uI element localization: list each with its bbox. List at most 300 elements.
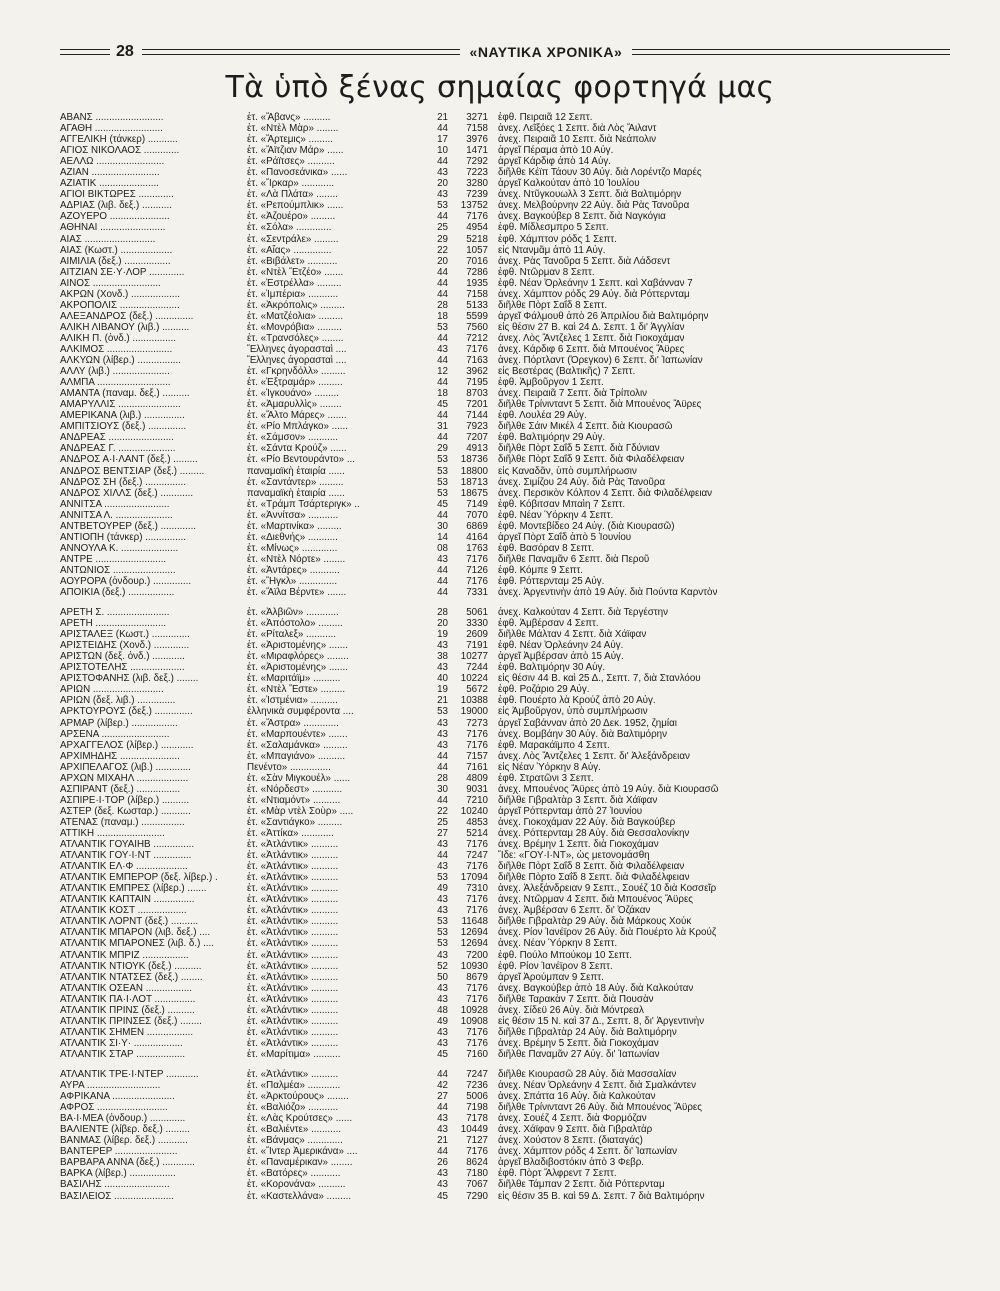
ship-flag: ἐτ. «Αἴας» .............. bbox=[247, 244, 332, 256]
ship-name: ΑΜΑΡΥΛΛΙΣ ....................... bbox=[60, 399, 181, 411]
ship-age: 53 bbox=[437, 706, 448, 718]
ship-status: ἀνεχ. Ρὰς Τανοῦρα 5 Σεπτ. διὰ Λάδσεντ bbox=[498, 255, 671, 267]
ship-tonnage: 1471 bbox=[466, 145, 488, 157]
ship-tonnage: 10449 bbox=[460, 1124, 488, 1136]
table-row bbox=[60, 256, 890, 267]
ship-flag: ἐτ. «Ἀτλάντικ» .......... bbox=[247, 839, 339, 851]
ship-name: ΑΡΕΤΗ .......................... bbox=[60, 618, 167, 630]
ship-flag: ἐτ. «Ἰστμένια» .......... bbox=[247, 695, 338, 707]
ship-name: ΑΕΛΛΩ ......................... bbox=[60, 156, 165, 168]
ship-status: διῆλθε Κιουρασῶ 28 Αὐγ. διὰ Μασσαλίαν bbox=[498, 1068, 677, 1080]
ship-age: 44 bbox=[437, 410, 448, 422]
table-row bbox=[60, 828, 890, 839]
ship-name: ΑΝΤΙΟΠΗ (τάνκερ) ............... bbox=[60, 531, 187, 543]
ship-status: ἀνεχ. Πειραιᾶ 10 Σεπτ. διὰ Νεάπολιν bbox=[498, 134, 657, 146]
table-row bbox=[60, 729, 890, 740]
ship-age: 53 bbox=[437, 321, 448, 333]
ship-name: ΒΑΣΙΛΗΣ ........................ bbox=[60, 1179, 170, 1191]
ship-tonnage: 7176 bbox=[466, 739, 488, 751]
ship-flag: ἐτ. «Ἀτλάντικ» .......... bbox=[247, 982, 339, 994]
list-section bbox=[60, 607, 890, 1060]
ship-status: διῆλθε Τρίνινταντ 5 Σεπτ. διὰ Μπουένος Ἄϋρες bbox=[498, 399, 702, 411]
ship-age: 08 bbox=[437, 542, 448, 554]
ship-name: ΑΤΕΝΑΣ (παναμ.) ................ bbox=[60, 816, 185, 828]
ship-status: ἀνεχ. Χάϊφαν 9 Σεπτ. διὰ Γιβραλτὰρ bbox=[498, 1124, 653, 1136]
table-row bbox=[60, 784, 890, 795]
ship-name: ΑΡΙΩΝ (δεξ. λιβ.) .............. bbox=[60, 695, 176, 707]
ship-age: 20 bbox=[437, 178, 448, 190]
table-row bbox=[60, 629, 890, 640]
ship-age: 43 bbox=[437, 662, 448, 674]
ship-name: ΑΙΜΙΛΙΑ (δεξ.) ................. bbox=[60, 255, 171, 267]
ship-name: ΑΤΛΑΝΤΙΚ ΜΠΑΡΟΝ (λιβ. δεξ.) .... bbox=[60, 927, 211, 939]
table-row bbox=[60, 366, 890, 377]
ship-age: 45 bbox=[437, 498, 448, 510]
ship-tonnage: 4809 bbox=[466, 772, 488, 784]
ship-status: διῆλθε Γιβραλτὰρ 24 Αὐγ. διὰ Βαλτιμόρην bbox=[498, 1026, 677, 1038]
ship-status: ἐφθ. Στρατῶνι 3 Σεπτ. bbox=[498, 772, 594, 784]
ship-age: 44 bbox=[437, 1068, 448, 1080]
table-row bbox=[60, 883, 890, 894]
ship-age: 44 bbox=[437, 332, 448, 344]
ship-status: ἀνεχ. Πόρτλαντ (Ὀρεγκον) 6 Σεπτ. δι' Ἰαπωνίαν bbox=[498, 355, 703, 367]
ship-flag: ἐτ. «Ἥγκλ» .............. bbox=[247, 575, 338, 587]
ship-status: ἀνεχ. Βομβάην 30 Αὐγ. διὰ Βαλτιμόρην bbox=[498, 728, 667, 740]
ship-age: 43 bbox=[437, 993, 448, 1005]
ship-name: ΑΚΡΩΝ (Χονδ.) .................. bbox=[60, 288, 181, 300]
ship-tonnage: 3962 bbox=[466, 366, 488, 378]
table-row bbox=[60, 134, 890, 145]
table-row bbox=[60, 1027, 890, 1038]
ship-status: ἐφθ. Ἀμβέρσαν 4 Σεπτ. bbox=[498, 618, 599, 630]
journal-name: «ΝΑΥΤΙΚΑ ΧΡΟΝΙΚΑ» bbox=[469, 44, 623, 60]
table-row bbox=[60, 972, 890, 983]
ship-flag: ἐτ. «Ἀτλάντικ» .......... bbox=[247, 861, 339, 873]
ship-name: ΒΑ·Ι·ΜΕΑ (ὀνδουρ.) ............. bbox=[60, 1113, 186, 1125]
ship-status: ἀνεχ. Γιοκοχάμαν 22 Αὐγ. διὰ Βαγκούβερ bbox=[498, 816, 676, 828]
ship-status: ἐφθ. Χάμπτον ρόδς 1 Σεπτ. bbox=[498, 233, 617, 245]
ship-flag: ἐτ. «Βατόρες» ........... bbox=[247, 1168, 341, 1180]
ship-flag: ἐτ. «Ἀτλάντικ» .......... bbox=[247, 1068, 339, 1080]
ship-tonnage: 7157 bbox=[466, 750, 488, 762]
table-row bbox=[60, 1038, 890, 1049]
ship-status: εἰς θέσιν 27 Β. καὶ 24 Δ. Σεπτ. 1 δι' Ἀγγλίαν bbox=[498, 321, 685, 333]
ship-name: ΑΛΕΞΑΝΔΡΟΣ (δεξ.) .............. bbox=[60, 310, 194, 322]
table-row bbox=[60, 234, 890, 245]
ship-tonnage: 5218 bbox=[466, 233, 488, 245]
ship-age: 25 bbox=[437, 816, 448, 828]
table-row bbox=[60, 388, 890, 399]
table-row bbox=[60, 718, 890, 729]
ship-flag: ἐτ. «Ντὲλ Νόρτε» ........ bbox=[247, 553, 346, 565]
ship-flag: ἐτ. «Ἄρτεμις» ......... bbox=[247, 134, 333, 146]
ship-tonnage: 7292 bbox=[466, 156, 488, 168]
ship-status: διῆλθε Πὸρτο Σαΐδ 8 Σεπτ. διὰ Φιλαδέλφειαν bbox=[498, 872, 690, 884]
ship-tonnage: 10240 bbox=[460, 805, 488, 817]
ship-tonnage: 7144 bbox=[466, 410, 488, 422]
ship-tonnage: 18800 bbox=[460, 465, 488, 477]
ship-tonnage: 8624 bbox=[466, 1157, 488, 1169]
ship-name: ΑΤΛΑΝΤΙΚ ΣΤΑΡ .................. bbox=[60, 1048, 186, 1060]
ship-age: 28 bbox=[437, 607, 448, 619]
ship-name: ΒΑΡΒΑΡΑ ΑΝΝΑ (δεξ.) ............ bbox=[60, 1157, 195, 1169]
ship-status: εἰς θέσιν 15 Ν. καὶ 37 Δ., Σεπτ. 8, δι' Ἀργεντινὴν bbox=[498, 1015, 705, 1027]
ship-status: ἀνεχ. Χάμπτον ρόδς 4 Σεπτ. δι' Ἰαπωνίαν bbox=[498, 1146, 677, 1158]
ship-status: ἀνεχ. Ντῦγκουωλλ 3 Σεπτ. διὰ Βαλτιμόρην bbox=[498, 189, 682, 201]
ship-status: Ἴδε: «ΓΟΥ·Ι·ΝΤ», ὡς μετονομάσθη bbox=[498, 850, 650, 862]
ship-age: 53 bbox=[437, 454, 448, 466]
table-row bbox=[60, 1191, 890, 1202]
ship-name: ΑΒΑΝΣ ......................... bbox=[60, 112, 164, 123]
table-row bbox=[60, 706, 890, 717]
ship-name: ΑΤΛΑΝΤΙΚ ΚΑΠΤΑΙΝ ............... bbox=[60, 894, 195, 906]
ship-age: 40 bbox=[437, 673, 448, 685]
ship-name: ΑΡΕΤΗ Σ. ....................... bbox=[60, 607, 170, 619]
ship-age: 27 bbox=[437, 828, 448, 839]
table-row bbox=[60, 565, 890, 576]
ship-tonnage: 7207 bbox=[466, 432, 488, 444]
ship-flag: ἐτ. «Ἀτλάντικ» .......... bbox=[247, 850, 339, 862]
ship-age: 44 bbox=[437, 288, 448, 300]
ship-flag: ἐτ. «Ἀριστομένης» ....... bbox=[247, 662, 348, 674]
ship-tonnage: 5599 bbox=[466, 310, 488, 322]
ship-flag: ἐτ. «Ἀτλάντικ» .......... bbox=[247, 971, 339, 983]
ship-name: ΑΝΔΡΕΑΣ ........................ bbox=[60, 432, 174, 444]
ship-flag: ἐτ. «Ἀτλάντικ» .......... bbox=[247, 872, 339, 884]
ship-age: 31 bbox=[437, 421, 448, 433]
table-row bbox=[60, 1016, 890, 1027]
ship-name: ΑΓΑΘΗ ......................... bbox=[60, 123, 163, 135]
ship-flag: ἐτ. «Ἄλτο Μάρες» ....... bbox=[247, 410, 347, 422]
ship-flag: ἐτ. «Σάντα Κρούζ» ...... bbox=[247, 443, 347, 455]
ship-name: ΑΝΔΡΟΣ Α·Ι·ΛΑΝΤ (δεξ.) ......... bbox=[60, 454, 198, 466]
ship-name: ΑΝΤΡΕ .......................... bbox=[60, 553, 167, 565]
ship-flag: ἐτ. «Μιραφλόρες» ........ bbox=[247, 651, 349, 663]
ship-name: ΑΡΙΣΤΩΝ (δεξ. ὀνδ.) ............ bbox=[60, 651, 185, 663]
ship-age: 44 bbox=[437, 266, 448, 278]
ship-name: ΒΑΛΙΕΝΤΕ (λίβερ. δεξ.) ......... bbox=[60, 1124, 190, 1136]
ship-status: ἐφθ. Κόμπε 9 Σεπτ. bbox=[498, 564, 583, 576]
ship-age: 53 bbox=[437, 872, 448, 884]
ship-tonnage: 18736 bbox=[460, 454, 488, 466]
header-rule-middle bbox=[142, 49, 460, 55]
ship-status: ἀνεχ. Σπάττα 16 Αὐγ. διὰ Καλκούταν bbox=[498, 1091, 656, 1103]
ship-age: 44 bbox=[437, 850, 448, 862]
table-row bbox=[60, 245, 890, 256]
ship-tonnage: 7176 bbox=[466, 861, 488, 873]
ship-tonnage: 7178 bbox=[466, 1113, 488, 1125]
ship-name: ΑΤΛΑΝΤΙΚ ΚΟΣΤ .................. bbox=[60, 905, 187, 917]
ship-name: ΑΚΡΟΠΟΛΙΣ ...................... bbox=[60, 299, 180, 311]
ship-flag: ἐτ. «Ἀμαρυλλὶς» ........ bbox=[247, 399, 342, 411]
ship-tonnage: 1935 bbox=[466, 277, 488, 289]
table-row bbox=[60, 773, 890, 784]
table-row bbox=[60, 300, 890, 311]
ship-tonnage: 4164 bbox=[466, 531, 488, 543]
ship-tonnage: 7560 bbox=[466, 321, 488, 333]
ship-age: 12 bbox=[437, 366, 448, 378]
ship-age: 19 bbox=[437, 684, 448, 696]
ship-name: ΑΙΑΣ .......................... bbox=[60, 233, 156, 245]
ship-age: 21 bbox=[437, 695, 448, 707]
ship-flag: ἐτ. «Καστελλάνα» ......... bbox=[247, 1190, 352, 1202]
table-row bbox=[60, 950, 890, 961]
ship-age: 53 bbox=[437, 916, 448, 928]
ship-name: ΒΑΣΙΛΕΙΟΣ ...................... bbox=[60, 1190, 174, 1202]
ship-name: ΑΤΛΑΝΤΙΚ ΓΟΥ·Ι·ΝΤ .............. bbox=[60, 850, 192, 862]
ship-age: 17 bbox=[437, 134, 448, 146]
ship-age: 53 bbox=[437, 465, 448, 477]
table-row bbox=[60, 1179, 890, 1190]
ship-age: 44 bbox=[437, 211, 448, 223]
ship-name: ΑΤΛΑΝΤΙΚ ΠΡΙΝΣΕΣ (δεξ.) ........ bbox=[60, 1015, 202, 1027]
ship-status: ἐφθ. Ντῶρμαν 8 Σεπτ. bbox=[498, 266, 595, 278]
ship-age: 19 bbox=[437, 629, 448, 641]
table-row bbox=[60, 322, 890, 333]
ship-name: ΑΤΛΑΝΤΙΚ ΣΗΜΕΝ ................. bbox=[60, 1026, 194, 1038]
ship-flag: ἐτ. «Ἄϊτζιαν Μάρ» ...... bbox=[247, 145, 344, 157]
ship-tonnage: 7176 bbox=[466, 1037, 488, 1049]
ship-age: 48 bbox=[437, 1004, 448, 1016]
table-row bbox=[60, 488, 890, 499]
table-row bbox=[60, 1135, 890, 1146]
ship-flag: ἐτ. «Ἀτλάντικ» .......... bbox=[247, 1037, 339, 1049]
header-rule-left bbox=[60, 49, 110, 55]
ship-tonnage: 8703 bbox=[466, 388, 488, 400]
ship-flag: ἐτ. «Ρεπούμπλικ» ...... bbox=[247, 200, 344, 212]
ship-flag: ἐτ. «Ἰμπέρια» ........... bbox=[247, 288, 339, 300]
ship-tonnage: 7176 bbox=[466, 575, 488, 587]
ship-age: 44 bbox=[437, 156, 448, 168]
ship-age: 22 bbox=[437, 805, 448, 817]
ship-flag: ἐτ. «Ράϊτσες» .......... bbox=[247, 156, 335, 168]
ship-name: ΑΙΑΣ (Κωστ.) ................... bbox=[60, 244, 173, 256]
ship-flag: ἐτ. «Ἀριστομένης» ....... bbox=[247, 640, 348, 652]
table-row bbox=[60, 311, 890, 322]
table-row bbox=[60, 684, 890, 695]
ship-age: 29 bbox=[437, 443, 448, 455]
ship-status: εἰς Καναδᾶν, ὑπὸ συμπλήρωσιν bbox=[498, 465, 637, 477]
table-row bbox=[60, 432, 890, 443]
ship-status: ἐφθ. Νέαν Ὀρλεάνην 1 Σεπτ. καὶ Χαβάνναν 7 bbox=[498, 277, 693, 289]
table-row bbox=[60, 1049, 890, 1060]
ship-name: ΑΤΛΑΝΤΙΚ ΠΑ·Ι·ΛΟΤ ............... bbox=[60, 993, 196, 1005]
ship-flag: ἐτ. «Μίνως» ............. bbox=[247, 542, 338, 554]
ship-age: 44 bbox=[437, 761, 448, 773]
ship-name: ΑΛΜΠΑ ........................... bbox=[60, 377, 171, 389]
table-row bbox=[60, 850, 890, 861]
ship-flag: ἐτ. «Ἀτλάντικ» .......... bbox=[247, 927, 339, 939]
ship-tonnage: 7286 bbox=[466, 266, 488, 278]
table-row bbox=[60, 916, 890, 927]
ship-age: 44 bbox=[437, 575, 448, 587]
table-row bbox=[60, 1168, 890, 1179]
ship-tonnage: 7070 bbox=[466, 509, 488, 521]
ship-status: ἀνεχ. Ρίον Ἰανέϊρον 26 Αὐγ. διὰ Πουέρτο λὰ Κρούζ bbox=[498, 927, 717, 939]
ship-tonnage: 17094 bbox=[460, 872, 488, 884]
table-row bbox=[60, 267, 890, 278]
ship-tonnage: 7176 bbox=[466, 1146, 488, 1158]
ship-tonnage: 7176 bbox=[466, 993, 488, 1005]
ship-flag: ἐτ. «Ἀπόστολο» ......... bbox=[247, 618, 343, 630]
table-row bbox=[60, 1080, 890, 1091]
table-row bbox=[60, 123, 890, 134]
table-row bbox=[60, 695, 890, 706]
ship-flag: ἐτ. «Ἀρκτούρους» ........ bbox=[247, 1091, 349, 1103]
ship-status: εἰς Βεστέρας (Βαλτικῆς) 7 Σεπτ. bbox=[498, 366, 636, 378]
ship-status: ἀργεῖ Ἀρούμπαν 9 Σεπτ. bbox=[498, 971, 604, 983]
ship-name: ΑΡΙΣΤΟΦΑΝΗΣ (λιβ. δεξ.) ........ bbox=[60, 673, 199, 685]
ship-flag: ἑλληνικὰ συμφέροντα .... bbox=[247, 706, 354, 718]
ship-status: ἀργεῖ Κάρδιφ ἀπὸ 14 Αὐγ. bbox=[498, 156, 611, 168]
table-row bbox=[60, 510, 890, 521]
ship-name: ΑΝΝΙΤΣΑ ........................ bbox=[60, 498, 170, 510]
ship-status: ἀργεῖ Ἀμβέρσαν ἀπὸ 15 Αὐγ. bbox=[498, 651, 624, 663]
ship-status: διῆλθε Πὸρτ Σαΐδ 8 Σεπτ. διὰ Φιλαδέλφειαν bbox=[498, 861, 685, 873]
ship-name: ΑΡΧΩΝ ΜΙΧΑΗΛ ................... bbox=[60, 772, 189, 784]
ship-flag: ἐτ. «Ντὲλ Ἔτζέο» ....... bbox=[247, 266, 344, 278]
ship-tonnage: 10930 bbox=[460, 960, 488, 972]
ship-flag: ἐτ. «Μαρπουέντε» ....... bbox=[247, 728, 348, 740]
ship-tonnage: 5061 bbox=[466, 607, 488, 619]
ship-name: ΑΡΙΣΤΟΤΕΛΗΣ .................... bbox=[60, 662, 185, 674]
ship-status: εἰς θέσιν 44 Β. καὶ 25 Δ., Σεπτ. 7, διὰ Στανλόου bbox=[498, 673, 701, 685]
ship-tonnage: 7212 bbox=[466, 332, 488, 344]
table-row bbox=[60, 640, 890, 651]
ship-flag: ἐτ. «Ἴρκαρ» ............ bbox=[247, 178, 335, 190]
ship-status: ἀργεῖ Σαβάνναν ἀπὸ 20 Δεκ. 1952, ζημίαι bbox=[498, 717, 677, 729]
ship-flag: ἐτ. «Γκρηνδόλλ» ......... bbox=[247, 366, 346, 378]
ship-age: 42 bbox=[437, 1080, 448, 1092]
ship-flag: ἐτ. «Ἀτλάντικ» .......... bbox=[247, 1026, 339, 1038]
ship-flag: ἐτ. «Ρίο Βεντουράντο» ... bbox=[247, 454, 356, 466]
ship-tonnage: 7158 bbox=[466, 123, 488, 135]
ship-status: ἀνεχ. Σίδεϋ 26 Αὐγ. διὰ Μόντρεαλ bbox=[498, 1004, 644, 1016]
ship-tonnage: 11648 bbox=[461, 916, 488, 928]
ship-tonnage: 7176 bbox=[466, 343, 488, 355]
ship-name: ΑΖΙΑΝ ......................... bbox=[60, 167, 160, 179]
ship-flag: ἐτ. «Σεντράλε» ......... bbox=[247, 233, 339, 245]
ship-flag: ἐτ. «Ματζέολια» ......... bbox=[247, 310, 344, 322]
ship-flag: παναμαϊκὴ ἐταιρία ...... bbox=[247, 465, 345, 477]
ship-age: 21 bbox=[437, 112, 448, 123]
ship-name: ΑΤΛΑΝΤΙΚ ΟΣΕΑΝ ................. bbox=[60, 982, 192, 994]
ship-age: 28 bbox=[437, 299, 448, 311]
ship-status: ἀνεχ. Καλκούταν 4 Σεπτ. διὰ Τεργέστην bbox=[498, 607, 668, 619]
ship-age: 43 bbox=[437, 1113, 448, 1125]
ship-flag: ἐτ. «Βιβάλετ» ........... bbox=[247, 255, 338, 267]
ship-tonnage: 7176 bbox=[466, 982, 488, 994]
ship-status: ἀνεχ. Περσικὸν Κόλπον 4 Σεπτ. διὰ Φιλαδέλφειαν bbox=[498, 487, 713, 499]
ship-name: ΑΖΙΑΤΙΚ ...................... bbox=[60, 178, 159, 190]
ship-age: 30 bbox=[437, 783, 448, 795]
ship-flag: ἐτ. «Μονρόβια» ......... bbox=[247, 321, 342, 333]
ship-status: διῆλθε Παναμᾶν 27 Αὐγ. δι' Ἰαπωνίαν bbox=[498, 1048, 660, 1060]
ship-age: 44 bbox=[437, 794, 448, 806]
ship-status: ἐφθ. Ἀμβοῦργον 1 Σεπτ. bbox=[498, 377, 604, 389]
ship-status: εἰς θέσιν 35 Β. καὶ 59 Δ. Σεπτ. 7 διὰ Βαλτιμόρην bbox=[498, 1190, 705, 1202]
ship-tonnage: 7163 bbox=[466, 355, 488, 367]
ship-tonnage: 7191 bbox=[466, 640, 488, 652]
ship-status: ἀργεῖ Βλαδιβοστόκιν ἀπὸ 3 Φεβρ. bbox=[498, 1157, 645, 1169]
table-row bbox=[60, 1091, 890, 1102]
ship-age: 18 bbox=[437, 388, 448, 400]
ship-flag: ἐτ. «Διεθνής» ........... bbox=[247, 531, 338, 543]
ship-tonnage: 7176 bbox=[466, 905, 488, 917]
ship-status: ἀνεχ. Ἀργεντινὴν ἀπὸ 19 Αὐγ. διὰ Πούντα Καρντὸν bbox=[498, 587, 718, 599]
ship-name: ΑΝΝΟΥΛΑ Κ. ..................... bbox=[60, 542, 179, 554]
ship-status: ἀνεχ. Βαγκούβερ 8 Σεπτ. διὰ Ναγκόγια bbox=[498, 211, 666, 223]
table-row bbox=[60, 278, 890, 289]
ship-name: ΑΔΡΙΑΣ (λιβ. δεξ.) ........... bbox=[60, 200, 172, 212]
ship-name: ΑΝΤΒΕΤΟΥΡΕΡ (δεξ.) ............. bbox=[60, 520, 197, 532]
table-row bbox=[60, 1069, 890, 1080]
ship-tonnage: 7127 bbox=[466, 1135, 488, 1147]
ship-status: διῆλθε Γιβραλτὰρ 3 Σεπτ. διὰ Χάϊφαν bbox=[498, 794, 658, 806]
ship-flag: ἐτ. «Ἴντερ Ἀμερικάνα» .... bbox=[247, 1146, 358, 1158]
ship-tonnage: 7176 bbox=[466, 839, 488, 851]
ship-name: ΑΤΛΑΝΤΙΚ ΛΟΡΝΤ (δεξ.) .......... bbox=[60, 916, 199, 928]
ship-age: 45 bbox=[437, 399, 448, 411]
ship-status: ἀνεχ. Λὸς Ἄντζελες 1 Σεπτ. δι' Ἀλεξάνδρειαν bbox=[498, 750, 690, 762]
ship-name: ΑΛΙΚΗ Π. (ὀνδ.) ................ bbox=[60, 332, 176, 344]
table-row bbox=[60, 145, 890, 156]
ship-tonnage: 7210 bbox=[466, 794, 488, 806]
ship-name: ΑΓΙΟΙ ΒΙΚΤΩΡΕΣ ............. bbox=[60, 189, 174, 201]
table-row bbox=[60, 894, 890, 905]
table-row bbox=[60, 861, 890, 872]
ship-tonnage: 7247 bbox=[466, 850, 488, 862]
ship-flag: ἐτ. «Πανοσεάνικα» ...... bbox=[247, 167, 348, 179]
ship-tonnage: 3976 bbox=[466, 134, 488, 146]
ship-tonnage: 7273 bbox=[466, 717, 488, 729]
ship-status: ἀνεχ. Βρέμην 1 Σεπτ. διὰ Γιοκοχάμαν bbox=[498, 839, 659, 851]
ship-flag: ἐτ. «Ἀτλάντικ» .......... bbox=[247, 993, 339, 1005]
ship-name: ΑΡΙΩΝ .......................... bbox=[60, 684, 164, 696]
ship-name: ΑΤΤΙΚΗ ......................... bbox=[60, 828, 165, 839]
ship-tonnage: 5133 bbox=[466, 299, 488, 311]
ship-tonnage: 7331 bbox=[466, 587, 488, 599]
ship-tonnage: 1057 bbox=[466, 244, 488, 256]
ship-tonnage: 7067 bbox=[466, 1179, 488, 1191]
ship-status: ἐφθ. Βασόραν 8 Σεπτ. bbox=[498, 542, 595, 554]
ship-name: ΑΠΟΙΚΙΑ (δεξ.) ................. bbox=[60, 587, 175, 599]
ship-status: ἀνεχ. Ρόττερνταμ 28 Αὐγ. διὰ Θεσσαλονίκην bbox=[498, 828, 690, 839]
ship-status: διῆλθε Παναμᾶν 6 Σεπτ. διὰ Περοῦ bbox=[498, 553, 650, 565]
ship-status: ἐφθ. Πουέρτο λὰ Κρούζ ἀπὸ 20 Αὐγ. bbox=[498, 695, 656, 707]
ship-name: ΑΡΧΙΠΕΛΑΓΟΣ (λιβ.) ............. bbox=[60, 761, 191, 773]
ship-status: ἀνεχ. Λεῖξόες 1 Σεπτ. διὰ Λὸς Ἄιλαντ bbox=[498, 123, 657, 135]
table-row bbox=[60, 938, 890, 949]
ship-name: ΑΡΙΣΤΑΛΕΞ (Κωστ.) .............. bbox=[60, 629, 190, 641]
ship-tonnage: 7195 bbox=[466, 377, 488, 389]
ship-name: ΑΤΛΑΝΤΙΚ ΕΜΠΡΕΣ (λίβερ.) ....... bbox=[60, 883, 207, 895]
ship-flag: ἐτ. «Βάνμας» ............. bbox=[247, 1135, 343, 1147]
ship-tonnage: 10224 bbox=[460, 673, 488, 685]
ship-name: ΑΝΝΙΤΣΑ Λ. ..................... bbox=[60, 509, 173, 521]
ship-status: διῆλθε Πὸρτ Σαΐδ 9 Σεπτ. διὰ Φιλαδέλφειαν bbox=[498, 454, 685, 466]
table-row bbox=[60, 355, 890, 366]
ship-age: 20 bbox=[437, 618, 448, 630]
ship-name: ΑΡΚΤΟΥΡΟΥΣ (δεξ.) .............. bbox=[60, 706, 193, 718]
ship-status: διῆλθε Ταρακὰν 7 Σεπτ. διὰ Πουσὰν bbox=[498, 993, 654, 1005]
table-row bbox=[60, 1113, 890, 1124]
ship-name: ΑΛΚΥΩΝ (λίβερ.) ................ bbox=[60, 355, 181, 367]
ship-age: 53 bbox=[437, 200, 448, 212]
ship-status: ἀνεχ. Χάμπτον ρόδς 29 Αὐγ. διὰ Ρόττερνταμ bbox=[498, 288, 690, 300]
ship-flag: ἐτ. «Σόλα» ............. bbox=[247, 222, 332, 234]
ship-tonnage: 3330 bbox=[466, 618, 488, 630]
